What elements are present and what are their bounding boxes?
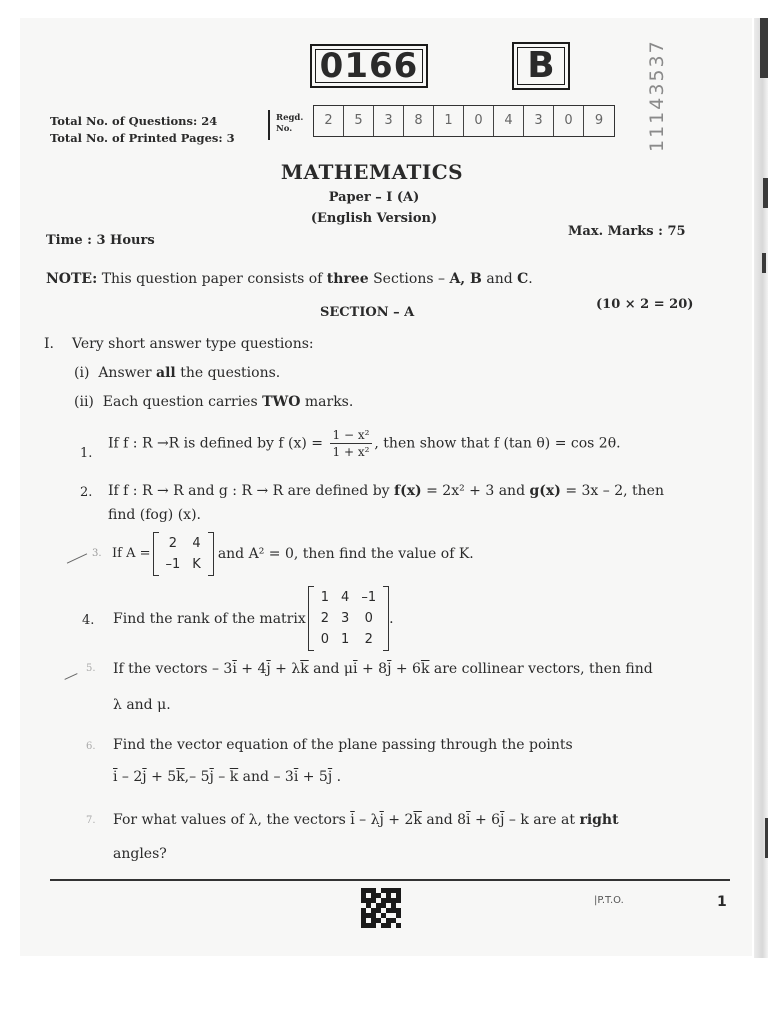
- question-fx: f(x): [394, 483, 422, 499]
- question-text: + 2: [383, 812, 414, 828]
- time-allowed: Time : 3 Hours: [46, 233, 155, 248]
- question-number: 7.: [86, 815, 96, 826]
- question-text: + 5: [298, 769, 328, 785]
- question-text: –: [213, 769, 230, 785]
- question-number: 3.: [92, 548, 102, 559]
- regd-digit: 4: [494, 106, 524, 136]
- regd-divider: [268, 110, 270, 140]
- unit-vector-i: $\overline{i}$: [293, 769, 299, 785]
- question-text: + 6: [391, 661, 421, 677]
- set-code-box: [512, 42, 570, 90]
- regd-label: Regd.: [276, 113, 304, 123]
- pto-label: |P.T.O.: [594, 895, 624, 906]
- matrix-cell: 2: [320, 611, 330, 626]
- subject-title: MATHEMATICS: [280, 160, 464, 184]
- paper-code-box: [310, 44, 428, 88]
- question-6-line-2: [113, 768, 341, 786]
- question-text: + 8: [357, 661, 388, 677]
- matrix-cell: 2: [168, 536, 178, 551]
- question-text: and – 3: [238, 769, 294, 785]
- note-bold: three: [326, 271, 369, 287]
- instruction-text: Answer: [98, 365, 157, 381]
- unit-vector-i: $\overline{i}$: [353, 661, 358, 677]
- regd-digit: 2: [314, 106, 344, 136]
- regd-digit: 0: [554, 106, 584, 136]
- question-7-line-1: [113, 811, 619, 829]
- footer-rule: [50, 879, 730, 881]
- total-pages: Total No. of Printed Pages: 3: [50, 131, 235, 145]
- fraction-denominator: 1 + x²: [332, 445, 370, 459]
- question-text: + 6: [470, 812, 501, 828]
- instruction-2: [74, 393, 353, 411]
- question-text: are at: [528, 812, 580, 828]
- question-gx: g(x): [529, 483, 561, 499]
- matrix-cell: K: [192, 557, 201, 572]
- unit-vector-k: $\overline{k}$: [229, 769, 239, 785]
- regd-digit: 1: [434, 106, 464, 136]
- matrix-cell: 0: [320, 632, 330, 647]
- regd-digit: 3: [524, 106, 554, 136]
- max-marks: Max. Marks : 75: [568, 224, 686, 239]
- unit-vector-i: $\overline{i}$: [113, 769, 118, 785]
- instruction-bold: all: [156, 365, 176, 381]
- note-text: This question paper consists of: [97, 271, 327, 287]
- question-text: and A² = 0, then find the value of K.: [217, 546, 474, 562]
- note: [46, 271, 533, 287]
- unit-vector-j: $\overline{j}$: [142, 769, 147, 785]
- question-text: , then show that f (tan θ) = cos 2θ.: [374, 435, 621, 452]
- instruction-text: Each question carries: [102, 394, 263, 410]
- unit-vector-i: $\overline{i}$: [466, 812, 471, 828]
- note-text: and: [481, 271, 518, 287]
- unit-vector-i: $\overline{i}$: [350, 812, 355, 828]
- unit-vector-j: $\overline{j}$: [500, 812, 505, 828]
- rank-matrix: [308, 586, 389, 651]
- paper-label: Paper – I (A): [328, 190, 420, 205]
- note-text: Sections –: [368, 271, 450, 287]
- question-1: [108, 427, 621, 460]
- regd-digit: 9: [594, 113, 604, 128]
- instruction-number: (i): [74, 365, 90, 381]
- matrix-cell: 4: [341, 590, 350, 605]
- fraction: [330, 427, 373, 460]
- question-text: For what values of λ, the vectors: [113, 812, 351, 828]
- instruction-text: the questions.: [175, 365, 281, 381]
- matrix-cell: 1: [320, 590, 330, 605]
- question-text: are collinear vectors, then find: [429, 661, 653, 677]
- matrix-cell: –1: [361, 590, 377, 605]
- question-text: – λ: [354, 812, 380, 828]
- note-section-c: C: [517, 271, 529, 287]
- total-questions: Total No. of Questions: 24: [50, 114, 218, 128]
- unit-vector-j: $\overline{j}$: [387, 661, 392, 677]
- question-number: 6.: [86, 741, 96, 752]
- question-3: [112, 532, 474, 576]
- section-roman: I.: [44, 336, 54, 352]
- question-text: If f : R → R and g : R → R are defined by: [108, 483, 395, 499]
- instruction-1: [74, 364, 280, 382]
- paper-code: 0166: [319, 46, 419, 86]
- matrix-cell: 3: [341, 611, 350, 626]
- unit-vector-k: $\overline{k}$: [300, 661, 309, 677]
- page-number: 1: [717, 894, 727, 910]
- question-text: + λ: [270, 661, 301, 677]
- question-text: – 2: [117, 769, 143, 785]
- unit-vector-k: $\overline{k}$: [176, 769, 185, 785]
- unit-vector-i: $\overline{i}$: [232, 661, 237, 677]
- regd-digit: 8: [404, 106, 434, 136]
- question-text: + 4: [236, 661, 267, 677]
- question-5-line-1: [113, 660, 653, 678]
- question-text: .: [332, 769, 342, 785]
- matrix-cell: –1: [165, 557, 181, 572]
- question-text: and 8: [421, 812, 467, 828]
- scan-edge: [754, 18, 768, 958]
- section-marks: (10 × 2 = 20): [596, 297, 694, 312]
- version-label: (English Version): [310, 211, 438, 226]
- question-2-line-2: find (fog) (x).: [108, 507, 201, 523]
- question-text: = 3x – 2, then: [560, 483, 664, 499]
- instruction-bold: TWO: [262, 394, 301, 410]
- question-4: [113, 586, 394, 651]
- question-number: 2.: [80, 485, 93, 500]
- fraction-numerator: 1 − x²: [330, 427, 373, 444]
- set-code: B: [527, 45, 555, 86]
- question-7-line-2: angles?: [113, 846, 167, 862]
- question-text: + 5: [146, 769, 177, 785]
- question-text: and μ: [308, 661, 354, 677]
- question-2-line-1: [108, 482, 664, 500]
- matrix-a: [153, 532, 214, 576]
- unit-vector-j: $\overline{j}$: [209, 769, 214, 785]
- question-text: If A =: [112, 546, 151, 561]
- matrix-cell: 2: [364, 632, 373, 647]
- question-6-line-1: Find the vector equation of the plane passing through the points: [113, 737, 573, 753]
- unit-vector-j: $\overline{j}$: [379, 812, 384, 828]
- unit-vector-j: $\overline{j}$: [327, 769, 333, 785]
- note-text: .: [528, 271, 533, 287]
- regd-digit: 3: [374, 106, 404, 136]
- registration-number-grid: [313, 105, 615, 137]
- question-number: 4.: [82, 613, 95, 628]
- serial-number: 11143537: [646, 39, 668, 152]
- question-text: Find the rank of the matrix: [113, 610, 306, 627]
- section-heading: Very short answer type questions:: [72, 336, 314, 352]
- instruction-number: (ii): [74, 394, 94, 410]
- question-text: .: [389, 610, 394, 627]
- question-5-line-2: λ and μ.: [113, 697, 171, 713]
- unit-vector-k: k: [520, 812, 529, 828]
- note-sections: A, B: [449, 271, 482, 287]
- question-text: If the vectors – 3: [113, 661, 233, 677]
- question-text: If f : R →R is defined by f (x) =: [108, 435, 324, 452]
- question-text: –: [504, 812, 521, 828]
- instruction-text: marks.: [300, 394, 354, 410]
- section-title: SECTION – A: [320, 305, 415, 320]
- question-number: 1.: [80, 446, 93, 461]
- unit-vector-k: $\overline{k}$: [413, 812, 422, 828]
- regd-digit: 0: [464, 106, 494, 136]
- regd-no-label: No.: [276, 124, 293, 134]
- matrix-cell: 1: [341, 632, 350, 647]
- question-bold: right: [579, 812, 619, 828]
- matrix-cell: 0: [364, 611, 373, 626]
- note-label: NOTE:: [46, 271, 98, 287]
- unit-vector-j: $\overline{j}$: [266, 661, 271, 677]
- matrix-cell: 4: [192, 536, 201, 551]
- question-text: ,– 5: [184, 769, 210, 785]
- unit-vector-k: $\overline{k}$: [420, 661, 430, 677]
- question-number: 5.: [86, 663, 96, 674]
- regd-digit: 5: [344, 106, 374, 136]
- qr-code: [361, 888, 401, 928]
- question-text: = 2x² + 3 and: [421, 483, 530, 499]
